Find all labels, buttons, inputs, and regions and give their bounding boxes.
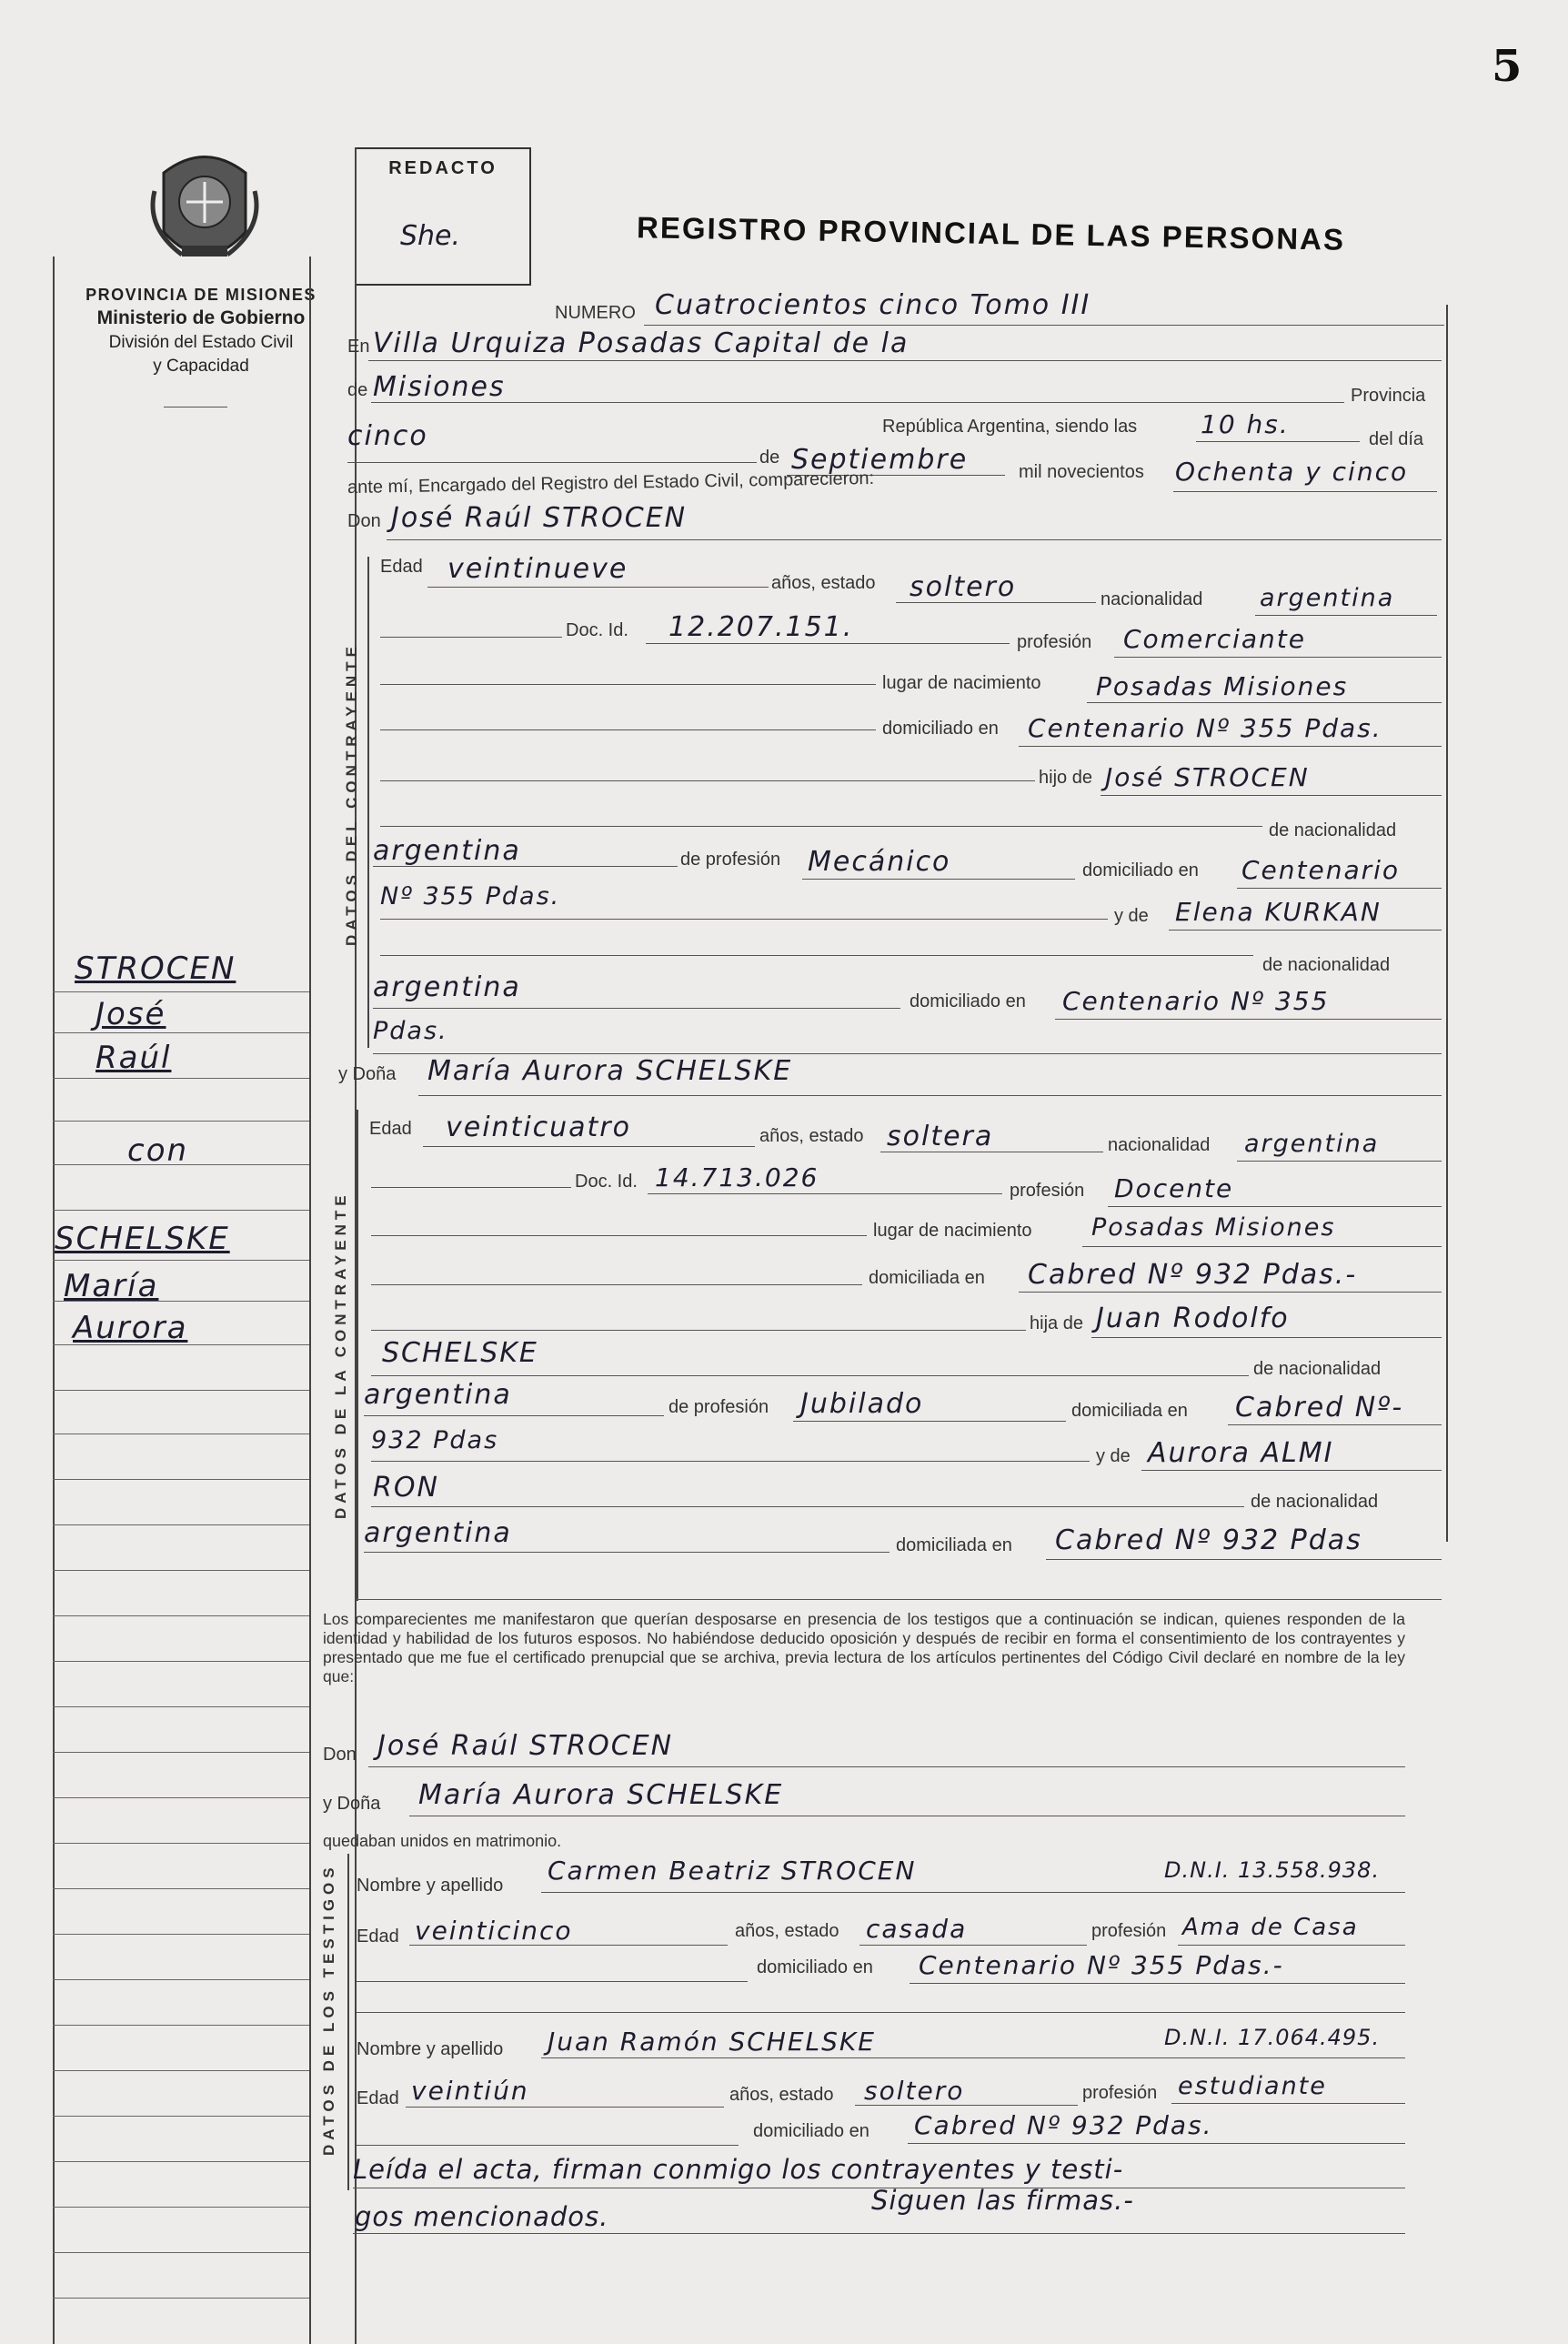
f-de-profesion-label: de profesión bbox=[668, 1397, 769, 1417]
f-nacionalidad-label: nacionalidad bbox=[1108, 1135, 1211, 1155]
f-hija-lead bbox=[371, 1330, 1026, 1331]
c-anos-estado-label: años, estado bbox=[771, 573, 876, 593]
f-nacionalidad: argentina bbox=[1244, 1130, 1380, 1158]
f-padre-nac: argentina bbox=[364, 1379, 512, 1411]
f-madre-2: RON bbox=[373, 1472, 439, 1504]
c-lugar: Posadas Misiones bbox=[1096, 671, 1349, 701]
f-doc-label: Doc. Id. bbox=[575, 1172, 638, 1192]
c-padre-prof: Mecánico bbox=[808, 846, 951, 878]
margin-rule-29 bbox=[53, 2252, 309, 2253]
c-de-profesion-label: de profesión bbox=[680, 850, 781, 870]
f-nac-line bbox=[1237, 1161, 1442, 1162]
c-padre-line bbox=[1101, 795, 1442, 796]
numero-line bbox=[644, 325, 1444, 326]
header-capacity: y Capacidad bbox=[153, 357, 249, 376]
redacto-value: She. bbox=[400, 220, 461, 252]
c-doc-line bbox=[646, 643, 1010, 644]
form-left-rule bbox=[309, 257, 311, 2344]
en-line bbox=[368, 360, 1442, 361]
margin-rule-4 bbox=[53, 1121, 309, 1122]
f-dom-lead bbox=[371, 1284, 862, 1285]
c-padre-dom-1: Centenario bbox=[1241, 855, 1401, 885]
contrayente-side-label: DATOS DEL CONTRAYENTE bbox=[343, 642, 360, 946]
f-padre-prof: Jubilado bbox=[800, 1388, 924, 1420]
f-padre-line bbox=[1091, 1337, 1442, 1338]
don-label: Don bbox=[347, 511, 381, 531]
c-padre-dom-label: domiciliado en bbox=[1082, 860, 1199, 880]
decl-dona: María Aurora SCHELSKE bbox=[418, 1779, 784, 1811]
c-padre-prof-line bbox=[802, 879, 1075, 880]
margin-note-7: Aurora bbox=[73, 1310, 188, 1346]
c-doc-label: Doc. Id. bbox=[566, 620, 628, 640]
f-dom-line bbox=[1019, 1292, 1442, 1293]
f-lugar-label: lugar de nacimiento bbox=[873, 1221, 1032, 1241]
contrayenta-side-label: DATOS DE LA CONTRAYENTE bbox=[332, 1191, 349, 1519]
margin-rule-23 bbox=[53, 1979, 309, 1980]
del-dia-label: del día bbox=[1369, 429, 1424, 449]
t2-profesion: estudiante bbox=[1178, 2072, 1327, 2100]
margin-rule-3 bbox=[53, 1078, 309, 1079]
decl-don-label: Don bbox=[323, 1745, 357, 1765]
f-profesion-label: profesión bbox=[1010, 1181, 1085, 1201]
decl-don-line bbox=[368, 1766, 1405, 1767]
header-ministry: Ministerio de Gobierno bbox=[96, 307, 306, 328]
c-madre-nac-lead bbox=[380, 955, 1253, 956]
f-de-nac-label: de nacionalidad bbox=[1253, 1359, 1382, 1379]
c-padre-nac-line bbox=[373, 866, 678, 867]
c-madre-nac-line bbox=[373, 1008, 900, 1009]
c-hijo-label: hijo de bbox=[1039, 768, 1092, 788]
margin-rule-17 bbox=[53, 1706, 309, 1707]
f-madre-line bbox=[1141, 1470, 1442, 1471]
t2-profesion-label: profesión bbox=[1082, 2083, 1158, 2103]
margin-rule-16 bbox=[53, 1661, 309, 1662]
t1-anos-estado-label: años, estado bbox=[735, 1921, 839, 1941]
f-padre-dom-1: Cabred Nº- bbox=[1235, 1392, 1404, 1424]
c-madre-line bbox=[1169, 930, 1442, 931]
t1-dom-lead bbox=[357, 1981, 748, 1982]
mil-label: mil novecientos bbox=[1019, 462, 1144, 482]
t2-dni-line bbox=[1160, 2057, 1405, 2058]
de-label: de bbox=[347, 380, 368, 400]
t1-estado: casada bbox=[866, 1914, 968, 1944]
t1-dom-line bbox=[910, 1983, 1405, 1984]
t1-dni-line bbox=[1160, 1892, 1405, 1893]
t1-nombre-label: Nombre y apellido bbox=[357, 1876, 504, 1896]
c-estado: soltero bbox=[910, 571, 1017, 603]
dia-line bbox=[347, 462, 757, 463]
c-madre-nac: argentina bbox=[373, 971, 521, 1003]
hora-line bbox=[1196, 441, 1360, 442]
margin-note-5: SCHELSKE bbox=[55, 1221, 230, 1257]
margin-rule-10 bbox=[53, 1390, 309, 1391]
numero-label: NUMERO bbox=[555, 303, 636, 323]
t2-nombre-label: Nombre y apellido bbox=[357, 2039, 504, 2059]
f-padre-dom2-line bbox=[371, 1461, 1090, 1462]
header-division: División del Estado Civil bbox=[108, 333, 294, 352]
c-madre: Elena KURKAN bbox=[1175, 897, 1382, 927]
margin-rule-6 bbox=[53, 1210, 309, 1211]
f-padre-nac-line bbox=[364, 1415, 664, 1416]
anio-line bbox=[1173, 491, 1437, 492]
f-prof-line bbox=[1108, 1206, 1442, 1207]
margin-rule-26 bbox=[53, 2116, 309, 2117]
t2-edad: veintiún bbox=[411, 2076, 529, 2106]
c-prof-line bbox=[1114, 657, 1442, 658]
t1-profesion-label: profesión bbox=[1091, 1921, 1167, 1941]
c-padre-dom-2: Nº 355 Pdas. bbox=[380, 882, 561, 910]
f-doc-lead bbox=[371, 1187, 571, 1188]
c-dom-line bbox=[1019, 746, 1442, 747]
f-madre-nac: argentina bbox=[364, 1517, 512, 1549]
c-madre-dom-2: Pdas. bbox=[373, 1017, 448, 1045]
margin-note-3: Raúl bbox=[95, 1040, 172, 1076]
t1-nombre: Carmen Beatriz STROCEN bbox=[548, 1856, 917, 1886]
t2-dom-line bbox=[908, 2143, 1405, 2144]
t1-prof-line bbox=[1178, 1945, 1405, 1946]
republica-label: República Argentina, siendo las bbox=[882, 417, 1138, 437]
margin-rule-14 bbox=[53, 1570, 309, 1571]
t1-extra-line bbox=[357, 2012, 1405, 2013]
margin-rule-22 bbox=[53, 1934, 309, 1935]
t1-domicilio-label: domiciliado en bbox=[757, 1957, 873, 1977]
c-edad: veintinueve bbox=[447, 553, 628, 585]
de-line bbox=[371, 402, 1344, 403]
c-nacionalidad: argentina bbox=[1260, 584, 1395, 612]
f-padre-dom-line bbox=[1228, 1424, 1442, 1425]
c-nacionalidad-label: nacionalidad bbox=[1101, 589, 1203, 609]
c-doc: 12.207.151. bbox=[668, 611, 854, 643]
t1-dni: D.N.I. 13.558.938. bbox=[1164, 1857, 1381, 1883]
c-edad-label: Edad bbox=[380, 557, 423, 577]
decl-unidos: quedaban unidos en matrimonio. bbox=[323, 1832, 562, 1850]
form-right-rule bbox=[1446, 305, 1448, 1542]
c-estado-line bbox=[896, 602, 1096, 603]
t2-dom-lead bbox=[357, 2145, 739, 2146]
f-profesion: Docente bbox=[1114, 1173, 1234, 1203]
f-padre-dom-label: domiciliada en bbox=[1071, 1401, 1188, 1421]
c-doc-lead-line bbox=[380, 637, 562, 638]
c-lugar-label: lugar de nacimiento bbox=[882, 673, 1041, 693]
c-de-nac-label-2: de nacionalidad bbox=[1262, 955, 1391, 975]
f-anos-estado-label: años, estado bbox=[759, 1126, 864, 1146]
margin-note-2: José bbox=[95, 996, 166, 1032]
t2-estado: soltero bbox=[864, 2076, 965, 2106]
don-value: José Raúl STROCEN bbox=[391, 502, 688, 534]
t1-edad-label: Edad bbox=[357, 1927, 399, 1947]
dona-nombre: María Aurora SCHELSKE bbox=[427, 1055, 793, 1087]
c-y-de-label: y de bbox=[1114, 906, 1149, 926]
margin-rule-7 bbox=[53, 1260, 309, 1261]
c-padre: José STROCEN bbox=[1105, 762, 1310, 792]
dona-line bbox=[418, 1095, 1442, 1096]
en-value: Villa Urquiza Posadas Capital de la bbox=[373, 327, 910, 359]
t2-edad-line bbox=[406, 2107, 724, 2108]
f-lugar: Posadas Misiones bbox=[1091, 1213, 1336, 1242]
f-edad-line bbox=[423, 1146, 755, 1147]
c-madre-dom2-line bbox=[373, 1053, 1442, 1054]
c-hijo-lead-line bbox=[380, 780, 1035, 781]
c-dom-lead-line bbox=[380, 729, 876, 730]
testigos-bracket bbox=[347, 1854, 349, 2190]
margin-note-4: con bbox=[127, 1132, 189, 1169]
mes-value: Septiembre bbox=[791, 444, 969, 476]
redacto-label: REDACTO bbox=[388, 158, 498, 178]
f-lugar-line bbox=[1082, 1246, 1442, 1247]
decl-dona-label: y Doña bbox=[323, 1794, 381, 1814]
f-domicilio-label: domiciliada en bbox=[869, 1268, 985, 1288]
t2-prof-line bbox=[1171, 2103, 1405, 2104]
t2-dni: D.N.I. 17.064.495. bbox=[1164, 2025, 1381, 2050]
t2-nombre-line bbox=[541, 2057, 1160, 2058]
margin-rule-1 bbox=[53, 991, 309, 992]
margin-rule-27 bbox=[53, 2161, 309, 2162]
margin-rule-28 bbox=[53, 2207, 309, 2208]
margin-note-1: STROCEN bbox=[75, 951, 236, 987]
t1-nombre-line bbox=[541, 1892, 1160, 1893]
t2-edad-label: Edad bbox=[357, 2088, 399, 2108]
t2-anos-estado-label: años, estado bbox=[729, 2085, 834, 2105]
t1-edad: veinticinco bbox=[415, 1916, 573, 1946]
contrayente-bracket bbox=[367, 557, 369, 1048]
f-domicilio: Cabred Nº 932 Pdas.- bbox=[1028, 1259, 1358, 1291]
f-padre-1: Juan Rodolfo bbox=[1096, 1303, 1290, 1334]
f-madre-1: Aurora ALMI bbox=[1148, 1437, 1334, 1469]
page-title: REGISTRO PROVINCIAL DE LAS PERSONAS bbox=[636, 210, 1346, 257]
declaration-text: Los comparecientes me manifestaron que querían desposarse en presencia de los testigos que a continuación se indican, quienes responden de la identidad y habilidad de los futuros esposos. No habiéndose deducido oposición y después de recibir en forma el consentimiento de los contrayentes y presentado que me fue el certificado prenupcial que se archiva, previa lectura de los artículos pertinentes del Código Civil declaré en nombre de la ley que: bbox=[323, 1610, 1405, 1685]
t1-domicilio: Centenario Nº 355 Pdas.- bbox=[919, 1950, 1284, 1980]
f-edad: veinticuatro bbox=[446, 1112, 631, 1143]
decl-don: José Raúl STROCEN bbox=[377, 1730, 674, 1762]
f-lugar-lead bbox=[371, 1235, 867, 1236]
closing-line-3: Siguen las firmas.- bbox=[871, 2185, 1134, 2216]
t2-domicilio: Cabred Nº 932 Pdas. bbox=[914, 2110, 1213, 2140]
t2-nombre: Juan Ramón SCHELSKE bbox=[548, 2027, 876, 2057]
c-de-nac-label: de nacionalidad bbox=[1269, 820, 1397, 840]
c-madre-dom-line bbox=[1055, 1019, 1442, 1020]
t1-profesion: Ama de Casa bbox=[1182, 1914, 1359, 1941]
closing-line-2: gos mencionados. bbox=[355, 2201, 609, 2232]
y-dona-label: y Doña bbox=[338, 1064, 397, 1084]
f-madre-dom-line bbox=[1046, 1559, 1442, 1560]
t2-domicilio-label: domiciliado en bbox=[753, 2121, 869, 2141]
f-padre-prof-line bbox=[793, 1421, 1066, 1422]
c-domicilio: Centenario Nº 355 Pdas. bbox=[1028, 713, 1382, 743]
contrayenta-bottom bbox=[357, 1599, 1442, 1600]
f-hija-label: hija de bbox=[1030, 1313, 1083, 1333]
margin-note-6: María bbox=[64, 1268, 159, 1304]
margin-rule-25 bbox=[53, 2070, 309, 2071]
contrayenta-bracket bbox=[357, 1110, 358, 1601]
f-doc-line bbox=[648, 1193, 1002, 1194]
f-madre-nac-line bbox=[364, 1552, 890, 1553]
margin-rule-20 bbox=[53, 1843, 309, 1844]
f-padre2-line bbox=[371, 1375, 1249, 1376]
provincial-seal-icon bbox=[146, 146, 264, 277]
closing-line-2-rule bbox=[353, 2233, 1405, 2234]
f-de-nac-label-2: de nacionalidad bbox=[1251, 1492, 1379, 1512]
dia-value: cinco bbox=[347, 420, 428, 452]
f-padre-2: SCHELSKE bbox=[382, 1337, 538, 1369]
f-doc: 14.713.026 bbox=[655, 1162, 819, 1192]
t2-estado-line bbox=[855, 2105, 1078, 2106]
f-estado: soltera bbox=[887, 1121, 994, 1152]
c-lugar-line bbox=[1087, 702, 1442, 703]
c-profesion: Comerciante bbox=[1123, 624, 1306, 654]
c-edad-line bbox=[427, 587, 769, 588]
margin-rule-18 bbox=[53, 1752, 309, 1753]
c-padre-nac: argentina bbox=[373, 835, 521, 867]
testigos-side-label: DATOS DE LOS TESTIGOS bbox=[320, 1863, 337, 2156]
don-line bbox=[387, 539, 1442, 540]
margin-rule-24 bbox=[53, 2025, 309, 2026]
margin-rule-21 bbox=[53, 1888, 309, 1889]
c-lugar-lead-line bbox=[380, 684, 876, 685]
margin-rule-15 bbox=[53, 1615, 309, 1616]
f-y-de-label: y de bbox=[1096, 1446, 1131, 1466]
margin-rule-30 bbox=[53, 2298, 309, 2299]
c-madre-dom-label: domiciliado en bbox=[910, 991, 1026, 1011]
hora-value: 10 hs. bbox=[1201, 409, 1290, 439]
c-nac-line bbox=[1255, 615, 1437, 616]
c-madre-dom-1: Centenario Nº 355 bbox=[1062, 986, 1330, 1016]
anio-value: Ochenta y cinco bbox=[1175, 457, 1409, 487]
c-padre-dom-line bbox=[1237, 888, 1442, 889]
f-madre-dom-label: domiciliada en bbox=[896, 1535, 1012, 1555]
c-padre-nac-lead bbox=[380, 826, 1262, 827]
t1-edad-line bbox=[409, 1945, 728, 1946]
margin-rule-2 bbox=[53, 1032, 309, 1033]
page-number: 5 bbox=[1492, 41, 1523, 92]
c-profesion-label: profesión bbox=[1017, 632, 1092, 652]
c-padre-dom2-line bbox=[380, 919, 1108, 920]
t1-estado-line bbox=[859, 1945, 1087, 1946]
margin-rule-19 bbox=[53, 1797, 309, 1798]
f-edad-label: Edad bbox=[369, 1119, 412, 1139]
numero-value: Cuatrocientos cinco Tomo III bbox=[655, 289, 1091, 321]
en-label: En bbox=[347, 337, 370, 357]
margin-rule-12 bbox=[53, 1479, 309, 1480]
closing-line-1: Leída el acta, firman conmigo los contrayentes y testi- bbox=[353, 2154, 1124, 2185]
provincia-label: Provincia bbox=[1351, 386, 1426, 406]
redacto-box bbox=[355, 147, 531, 286]
f-padre-dom-2: 932 Pdas bbox=[371, 1426, 499, 1454]
de2-label: de bbox=[759, 448, 780, 468]
c-domicilio-label: domiciliado en bbox=[882, 719, 999, 739]
de-value: Misiones bbox=[373, 371, 506, 403]
header-province: PROVINCIA DE MISIONES bbox=[85, 286, 317, 304]
margin-rule-13 bbox=[53, 1524, 309, 1525]
f-madre-dom: Cabred Nº 932 Pdas bbox=[1055, 1524, 1362, 1556]
ante-label: ante mí, Encargado del Registro del Estado Civil, comparecieron: bbox=[347, 468, 875, 498]
f-madre2-line bbox=[371, 1506, 1244, 1507]
